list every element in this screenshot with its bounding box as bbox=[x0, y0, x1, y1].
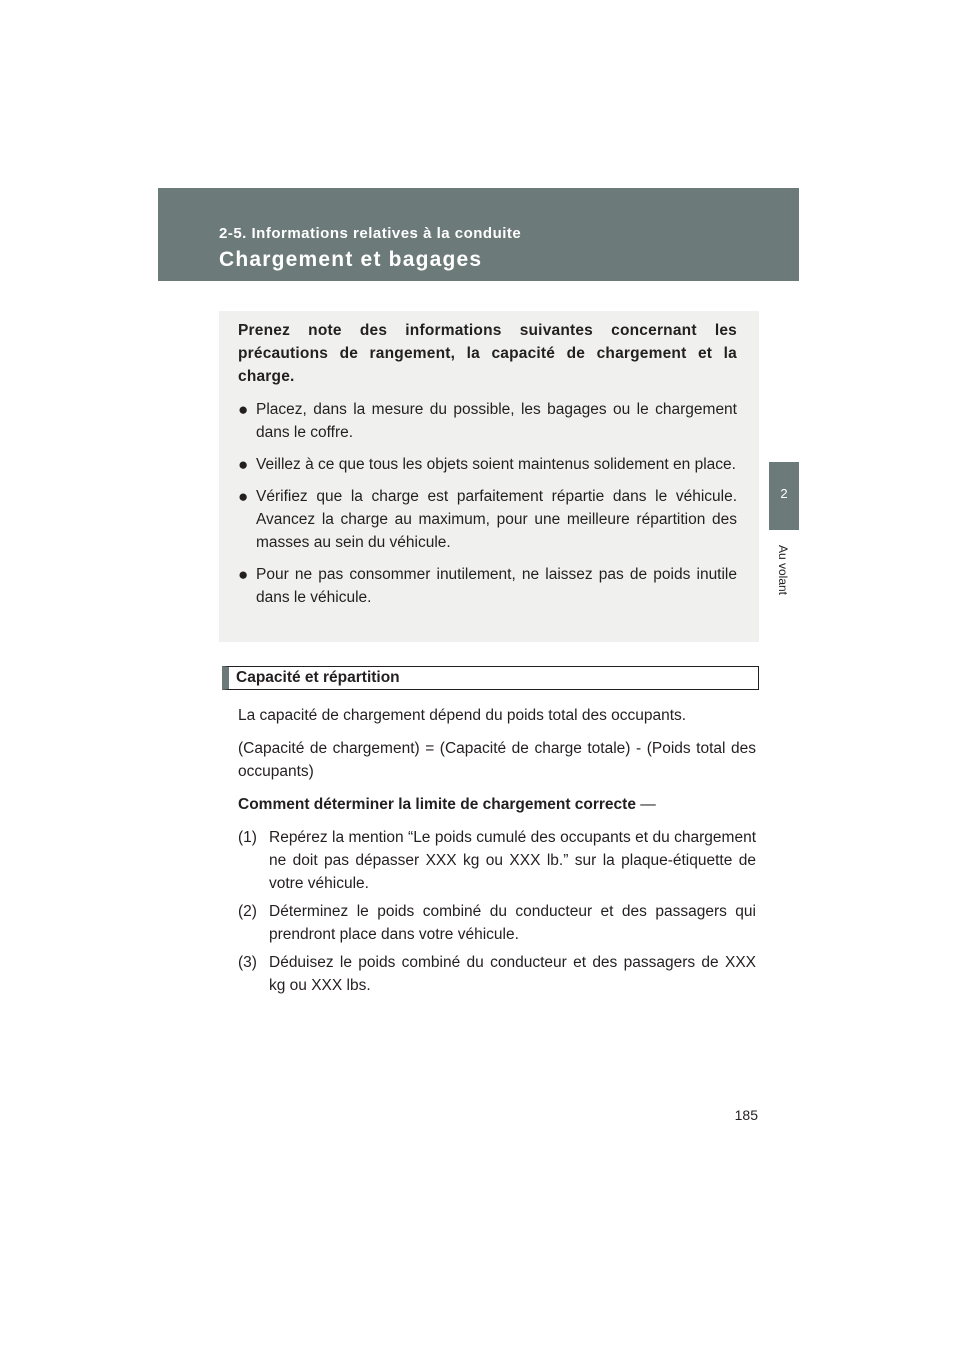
bullet-icon: ● bbox=[238, 565, 249, 584]
page-header bbox=[158, 188, 799, 281]
chapter-label-container bbox=[775, 538, 791, 602]
bullet-text: Veillez à ce que tous les objets soient maintenus solidement en place. bbox=[256, 456, 736, 473]
page-number: 185 bbox=[734, 1107, 758, 1123]
steps-title: Comment déterminer la limite de chargement correcte bbox=[238, 796, 636, 813]
step-number: (1) bbox=[238, 829, 257, 846]
bullet-text: Placez, dans la mesure du possible, les bagages ou le chargement dans le coffre. bbox=[256, 401, 737, 441]
bullet-icon: ● bbox=[238, 400, 249, 419]
bullet-item bbox=[238, 563, 737, 609]
section-label: 2-5. Informations relatives à la conduite bbox=[219, 225, 522, 242]
chapter-tab bbox=[769, 462, 799, 530]
subsection-body bbox=[238, 704, 756, 1002]
bullet-text: Pour ne pas consommer inutilement, ne laissez pas de poids inutile dans le véhicule. bbox=[256, 566, 737, 606]
step-item bbox=[238, 900, 756, 946]
intro-lead: Prenez note des informations suivantes concernant les précautions de rangement, la capacité de chargement et la charge. bbox=[238, 322, 737, 385]
step-item bbox=[238, 826, 756, 895]
bullet-text: Vérifiez que la charge est parfaitement répartie dans le véhicule. Avancez la charge au maximum, pour une meilleure répartition des masses au sein du véhicule. bbox=[256, 488, 737, 551]
chapter-label: Au volant bbox=[776, 544, 790, 596]
body-paragraph: La capacité de chargement dépend du poids total des occupants. bbox=[238, 707, 687, 724]
bullet-icon: ● bbox=[238, 455, 249, 474]
steps-dash: — bbox=[635, 796, 656, 813]
intro-box bbox=[219, 311, 759, 642]
page-title: Chargement et bagages bbox=[219, 248, 483, 271]
chapter-number: 2 bbox=[780, 486, 788, 501]
bullet-item bbox=[238, 398, 737, 444]
subsection-heading: Capacité et répartition bbox=[222, 666, 759, 690]
step-text: Déduisez le poids combiné du conducteur et des passagers de XXX kg ou XXX lbs. bbox=[269, 954, 756, 994]
bullet-item bbox=[238, 485, 737, 554]
step-number: (2) bbox=[238, 903, 257, 920]
step-number: (3) bbox=[238, 954, 257, 971]
bullet-icon: ● bbox=[238, 487, 249, 506]
steps-title-line bbox=[238, 793, 756, 816]
step-item bbox=[238, 951, 756, 997]
step-text: Déterminez le poids combiné du conducteur et des passagers qui prendront place dans votre véhicule. bbox=[269, 903, 756, 943]
bullet-item bbox=[238, 453, 737, 476]
body-paragraph: (Capacité de chargement) = (Capacité de charge totale) - (Poids total des occupants) bbox=[238, 740, 756, 780]
step-text: Repérez la mention “Le poids cumulé des occupants et du chargement ne doit pas dépasser XXX kg ou XXX lb.” sur la plaque-étiquette de votre véhicule. bbox=[269, 829, 756, 892]
